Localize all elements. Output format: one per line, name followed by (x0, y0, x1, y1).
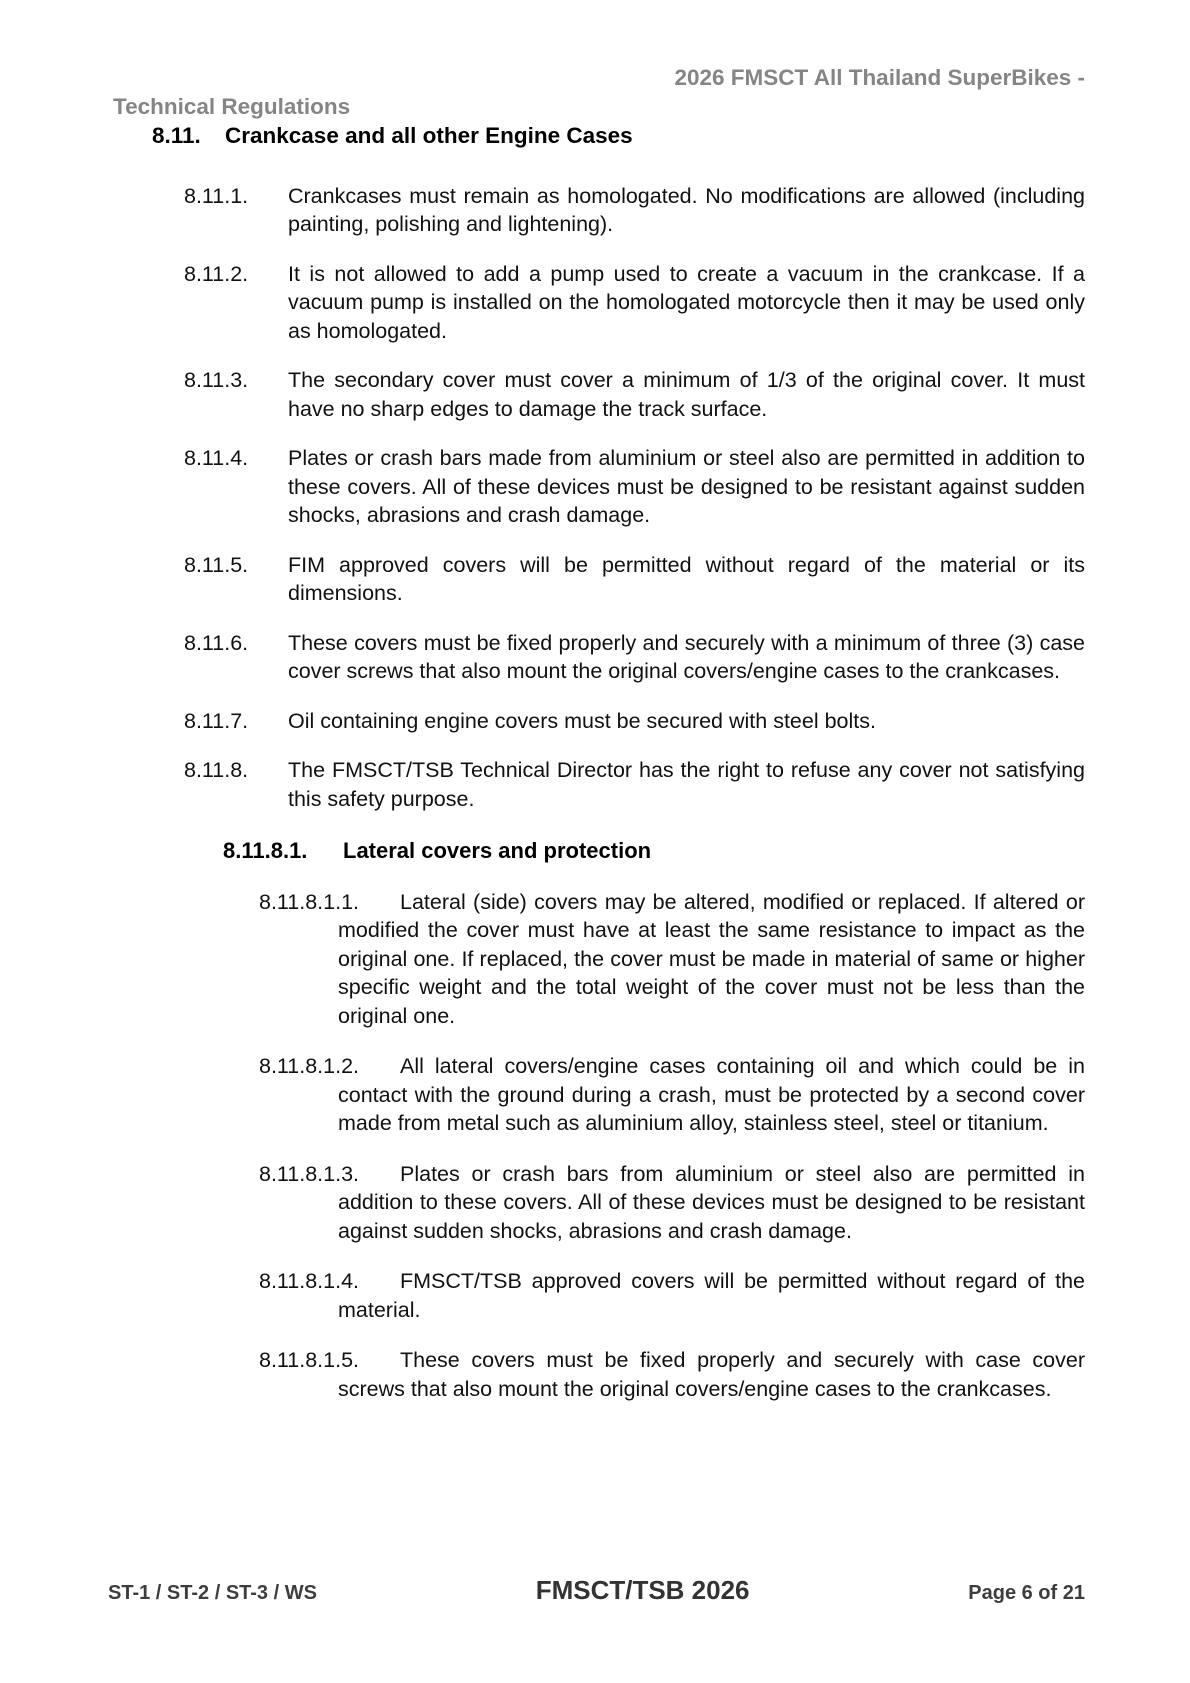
item-text: These covers must be fixed properly and securely with case cover screws that also mount the original covers/engine cases to the crankcases. (338, 1348, 1085, 1401)
regulation-item (184, 366, 1085, 423)
item-text: Crankcases must remain as homologated. No modifications are allowed (including painting, polishing and lightening). (288, 183, 1085, 236)
subsection-heading (223, 837, 1085, 866)
regulation-item (184, 444, 1085, 530)
item-number: 8.11.8.1.5. (259, 1348, 360, 1372)
regulation-subitem (259, 1052, 1085, 1138)
item-number: 8.11.8.1.4. (259, 1269, 360, 1293)
item-number: 8.11.4. (184, 446, 249, 470)
footer-page-number: Page 6 of 21 (968, 1582, 1085, 1604)
footer-classes-label: ST-1 / ST-2 / ST-3 / WS (108, 1582, 317, 1604)
regulation-subitem (259, 1346, 1085, 1403)
item-text: These covers must be fixed properly and securely with a minimum of three (3) case cover screws that also mount the original covers/engine cases to the crankcases. (288, 630, 1085, 683)
item-number: 8.11.7. (184, 708, 249, 733)
item-text: FMSCT/TSB approved covers will be permitted without regard of the material. (338, 1269, 1085, 1322)
item-text: The secondary cover must cover a minimum of 1/3 of the original cover. It must have no sharp edges to damage the track surface. (288, 368, 1085, 421)
regulation-item (184, 707, 1085, 736)
regulation-subitem (259, 1160, 1085, 1246)
regulation-item (184, 551, 1085, 608)
item-number: 8.11.2. (184, 261, 249, 286)
item-number: 8.11.8.1.2. (259, 1054, 360, 1078)
item-number: 8.11.8.1.1. (259, 889, 360, 914)
header-document-subtitle: Technical Regulations (113, 93, 351, 119)
item-text: Lateral (side) covers may be altered, modified or replaced. If altered or modified the cover must have at least the same resistance to impact as the original one. If replaced, the cover must be made in material of same or higher specific weight and the total weight of the cover must not be less than the original one. (338, 889, 1085, 1028)
item-number: 8.11.8.1.3. (259, 1161, 360, 1186)
item-text: The FMSCT/TSB Technical Director has the right to refuse any cover not satisfying this safety purpose. (288, 758, 1085, 811)
section-number: 8.11. (152, 123, 201, 148)
regulation-subitem (259, 888, 1085, 1031)
regulation-subitem (259, 1267, 1085, 1324)
item-text: FIM approved covers will be permitted without regard of the material or its dimensions. (288, 552, 1085, 605)
item-text: Oil containing engine covers must be secured with steel bolts. (288, 708, 876, 733)
item-text: All lateral covers/engine cases containing oil and which could be in contact with the ground during a crash, must be protected by a second cover made from metal such as aluminium alloy, stainless steel, steel or titanium. (338, 1054, 1085, 1135)
footer-document-label: FMSCT/TSB 2026 (535, 1575, 750, 1605)
item-text: Plates or crash bars made from aluminium or steel also are permitted in addition to these covers. All of these devices must be designed to be resistant against sudden shocks, abrasions and crash damage. (288, 446, 1085, 527)
subsection-title: Lateral covers and protection (343, 838, 652, 863)
subsection-number: 8.11.8.1. (223, 838, 308, 863)
item-number: 8.11.5. (184, 552, 249, 577)
item-number: 8.11.1. (184, 183, 249, 208)
regulation-item (184, 629, 1085, 686)
page-footer (108, 1576, 1085, 1608)
section-title: Crankcase and all other Engine Cases (225, 123, 633, 148)
section-heading (152, 122, 1085, 151)
regulation-item (184, 260, 1085, 346)
regulation-item (184, 756, 1085, 813)
item-number: 8.11.6. (184, 630, 249, 655)
item-number: 8.11.8. (184, 758, 249, 782)
item-text: Plates or crash bars from aluminium or steel also are permitted in addition to these covers. All of these devices must be designed to be resistant against sudden shocks, abrasions and crash damage. (338, 1161, 1085, 1243)
item-text: It is not allowed to add a pump used to create a vacuum in the crankcase. If a vacuum pump is installed on the homologated motorcycle then it may be used only as homologated. (288, 261, 1085, 343)
regulation-item (184, 182, 1085, 239)
header-document-title: 2026 FMSCT All Thailand SuperBikes - (674, 65, 1085, 90)
item-number: 8.11.3. (184, 368, 249, 392)
